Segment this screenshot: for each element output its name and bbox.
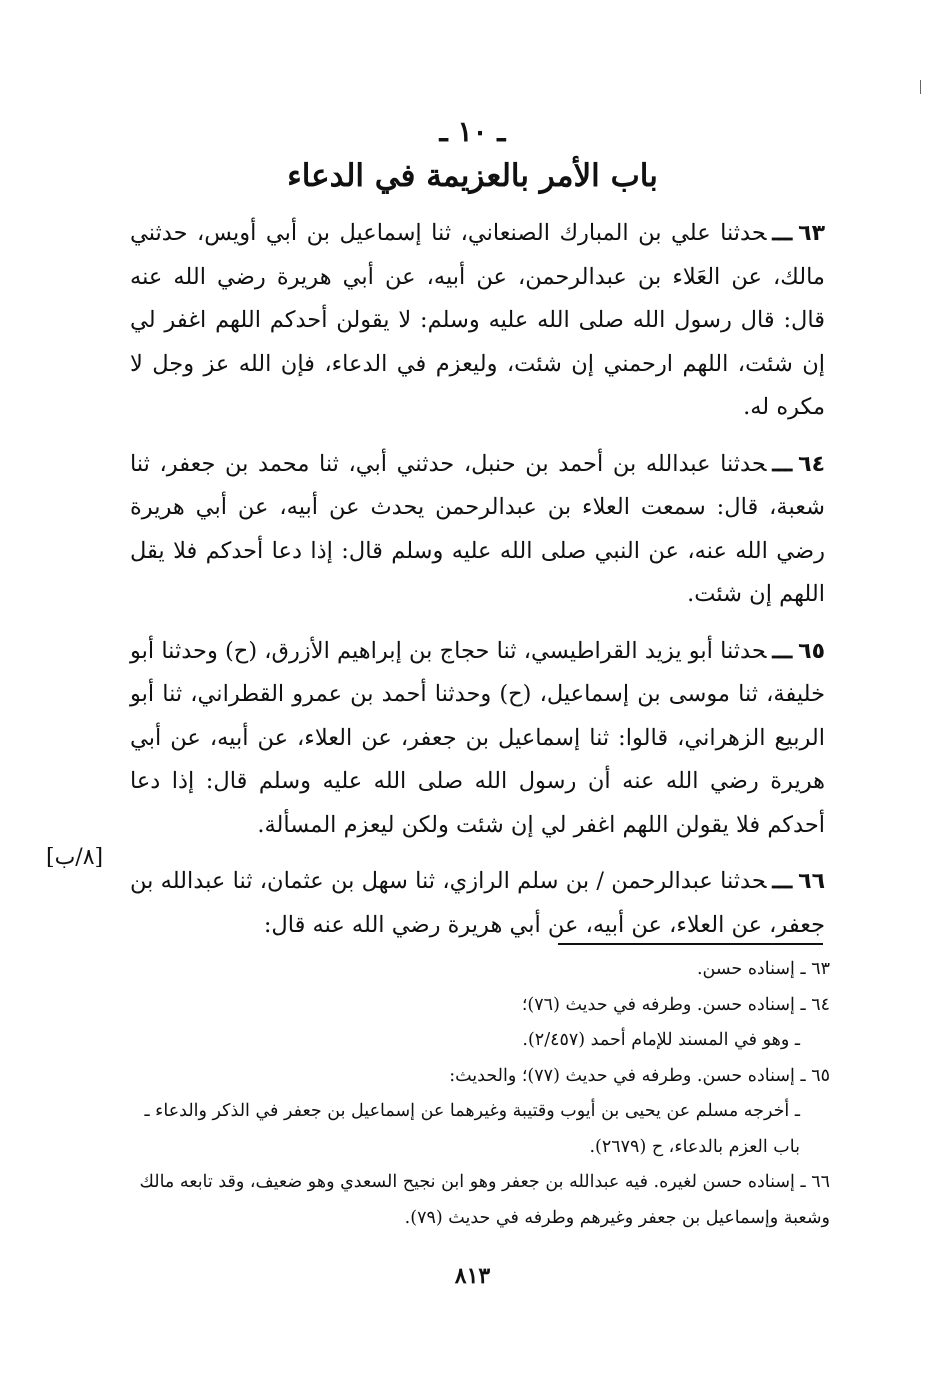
hadith-dash: ـــ [772,868,793,894]
hadith-text: حدثنا عبدالرحمن / بن سلم الرازي، ثنا سهل بن عثمان، ثنا عبدالله بن جعفر، عن العلاء، عن أبيه، عن أبي هريرة رضي الله عنه قال: [130,868,825,938]
hadith-dash: ـــ [772,450,793,477]
hadith-66 [130,860,825,947]
hadith-number: ٦٤ [798,451,825,477]
footnote-text: أخرجه مسلم عن يحيى بن أيوب وقتيبة وغيرهما عن إسماعيل بن جعفر في الذكر والدعاء ـ باب العزم بالدعاء، ح (٢٦٧٩). [144,1101,800,1157]
footnote-65-note: ـ أخرجه مسلم عن يحيى بن أيوب وقتيبة وغيرهما عن إسماعيل بن جعفر في الذكر والدعاء ـ باب العزم بالدعاء، ح (٢٦٧٩). [144,1101,800,1157]
hadith-number: ٦٥ [798,638,825,664]
footnote-64-note: ـ وهو في المسند للإمام أحمد (٢/٤٥٧). [522,1030,800,1050]
hadith-dash: ـــ [772,220,793,246]
chapter-number: ـ ١٠ ـ [439,115,506,148]
hadith-65 [130,630,825,848]
footnote-text: إسناده حسن لغيره. فيه عبدالله بن جعفر وهو ابن نجيح السعدي وهو ضعيف، وقد تابعه مالك وشعبة وإسماعيل بن جعفر وغيرهم وطرفه في حديث (٧٩). [139,1172,830,1228]
footnote-text: وهو في المسند للإمام أحمد (٢/٤٥٧). [522,1030,790,1050]
hadith-number: ٦٣ [798,221,825,246]
hadith-dash: ـــ [772,637,793,664]
hadith-number: ٦٦ [798,869,825,894]
hadith-text: حدثنا عبدالله بن أحمد بن حنبل، حدثني أبي، ثنا محمد بن جعفر، ثنا شعبة، قال: سمعت العلاء بن عبدالرحمن يحدث عن أبيه، عن أبي هريرة رضي الله عنه، عن النبي صلى الله عليه وسلم قال: إذا دعا أحدكم فلا يقل اللهم إن شئت. [130,450,825,607]
footnote-65: ٦٥ ـ إسناده حسن. وطرفه في حديث (٧٧)؛ والحديث: [449,1065,830,1086]
footnotes [130,952,830,1236]
margin-folio-reference: [٨/ب] [46,845,104,870]
hadith-64 [130,443,825,617]
footnote-number: ٦٤ [811,994,830,1015]
footnote-number: ٦٦ [811,1172,830,1192]
footnote-divider [558,943,823,945]
footnote-number: ٦٥ [811,1065,830,1086]
hadith-text: حدثنا علي بن المبارك الصنعاني، ثنا إسماعيل بن أبي أويس، حدثني مالك، عن العَلاء بن عبدالرحمن، عن أبيه، عن أبي هريرة رضي الله عنه قال: قال رسول الله صلى الله عليه وسلم: لا يقولن أحدكم اللهم اغفر لي إن شئت، اللهم ارحمني إن شئت، وليعزم في الدعاء، فإن الله عز وجل لا مكره له. [130,220,825,420]
footnote-text: إسناده حسن. وطرفه في حديث (٧٦)؛ [521,994,795,1015]
hadith-text: حدثنا أبو يزيد القراطيسي، ثنا حجاج بن إبراهيم الأزرق، (ح) وحدثنا أبو خليفة، ثنا موسى بن إسماعيل، (ح) وحدثنا أحمد بن عمرو القطراني، ثنا أبو الربيع الزهراني، قالوا: ثنا إسماعيل بن جعفر، عن العلاء، عن أبيه، عن أبي هريرة رضي الله عنه أن رسول الله صلى الله عليه وسلم قال: إذا دعا أحدكم فلا يقولن اللهم اغفر لي إن شئت ولكن ليعزم المسألة. [130,637,825,838]
scan-mark [920,80,921,94]
footnote-number: ٦٣ [811,959,830,979]
hadith-63 [130,212,825,430]
footnote-63: ٦٣ ـ إسناده حسن. [696,959,830,979]
footnote-text: إسناده حسن. [696,959,795,979]
hadith-list [130,212,825,960]
footnote-text: إسناده حسن. وطرفه في حديث (٧٧)؛ والحديث: [449,1065,795,1086]
footnote-66: ٦٦ ـ إسناده حسن لغيره. فيه عبدالله بن جعفر وهو ابن نجيح السعدي وهو ضعيف، وقد تابعه مالك وشعبة وإسماعيل بن جعفر وغيرهم وطرفه في حديث (٧٩). [139,1172,830,1228]
page-number: ٨١٣ [454,1263,491,1289]
footnote-64: ٦٤ ـ إسناده حسن. وطرفه في حديث (٧٦)؛ [521,994,830,1015]
chapter-title: باب الأمر بالعزيمة في الدعاء [287,158,658,194]
